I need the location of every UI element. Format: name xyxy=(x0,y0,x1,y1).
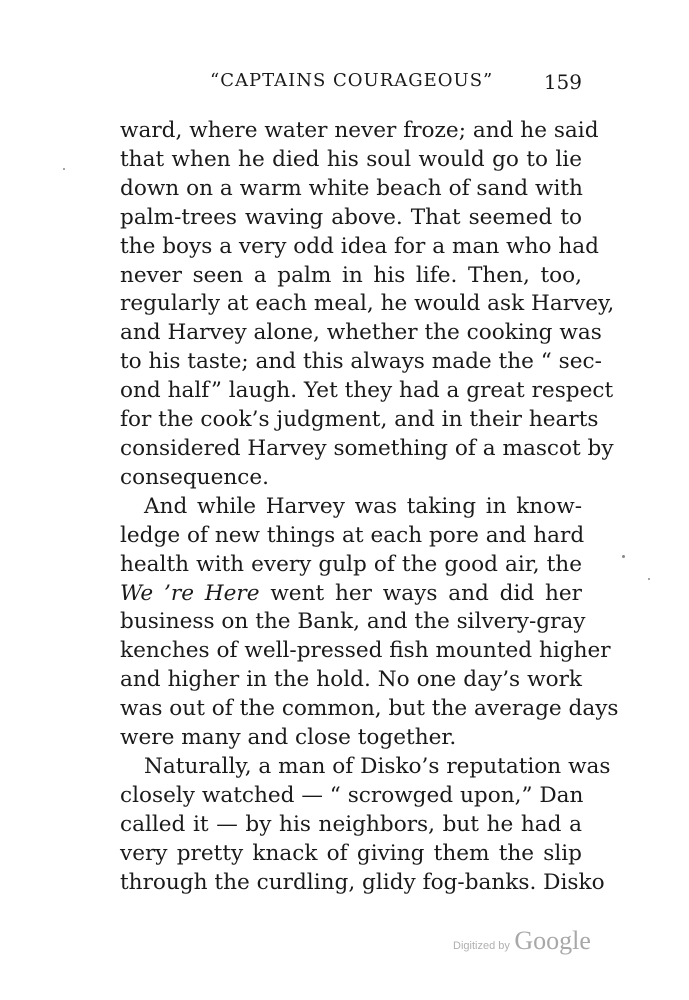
body-text xyxy=(120,117,619,897)
text-line: palm-trees waving above. That seemed to xyxy=(120,204,582,230)
paragraph xyxy=(120,117,615,493)
text-line: considered Harvey something of a mascot by xyxy=(120,435,614,461)
page-number: 159 xyxy=(543,70,582,94)
text-line: called it — by his neighbors, but he had a xyxy=(120,811,582,837)
running-head xyxy=(120,70,582,100)
text-line: ward, where water never froze; and he said xyxy=(120,118,599,143)
scan-speck xyxy=(63,168,65,170)
paragraph xyxy=(120,493,619,753)
text-line: through the curdling, glidy fog-banks. Disko xyxy=(120,869,605,895)
scan-speck xyxy=(648,578,650,580)
text-line: down on a warm white beach of sand with xyxy=(120,175,583,201)
text-line: regularly at each meal, he would ask Harvey, xyxy=(120,291,615,317)
google-logo-text: Google xyxy=(514,926,591,955)
text-line xyxy=(120,580,582,609)
text-fragment: went her ways and did her xyxy=(259,580,583,606)
text-line: kenches of well-pressed fish mounted higher xyxy=(120,638,611,664)
text-line: that when he died his soul would go to lie xyxy=(120,146,582,172)
text-line: and Harvey alone, whether the cooking was xyxy=(120,320,602,346)
text-line: to his taste; and this always made the “ sec- xyxy=(120,349,602,375)
text-line: ond half” laugh. Yet they had a great respect xyxy=(120,378,614,404)
text-line: the boys a very odd idea for a man who had xyxy=(120,233,599,259)
text-line: And while Harvey was taking in know- xyxy=(144,493,582,519)
digitization-watermark xyxy=(453,926,591,956)
watermark-prefix: Digitized by xyxy=(453,940,510,952)
running-title: “CAPTAINS COURAGEOUS” xyxy=(210,70,494,91)
text-line: consequence. xyxy=(120,464,270,490)
scan-speck xyxy=(622,555,625,558)
text-line: never seen a palm in his life. Then, too, xyxy=(120,262,582,288)
text-line: very pretty knack of giving them the slip xyxy=(120,840,582,866)
text-line: and higher in the hold. No one day’s work xyxy=(120,667,582,693)
text-line: ledge of new things at each pore and hard xyxy=(120,522,585,548)
text-line: health with every gulp of the good air, the xyxy=(120,551,582,577)
text-line: Naturally, a man of Disko’s reputation was xyxy=(144,753,611,779)
text-line: for the cook’s judgment, and in their hearts xyxy=(120,407,599,433)
text-line: were many and close together. xyxy=(120,725,457,751)
text-line: was out of the common, but the average days xyxy=(120,696,619,722)
text-line: business on the Bank, and the silvery-gray xyxy=(120,609,586,635)
paragraph xyxy=(120,753,611,898)
ship-name: We ’re Here xyxy=(120,580,260,606)
text-line: closely watched — “ scrowged upon,” Dan xyxy=(120,782,584,808)
